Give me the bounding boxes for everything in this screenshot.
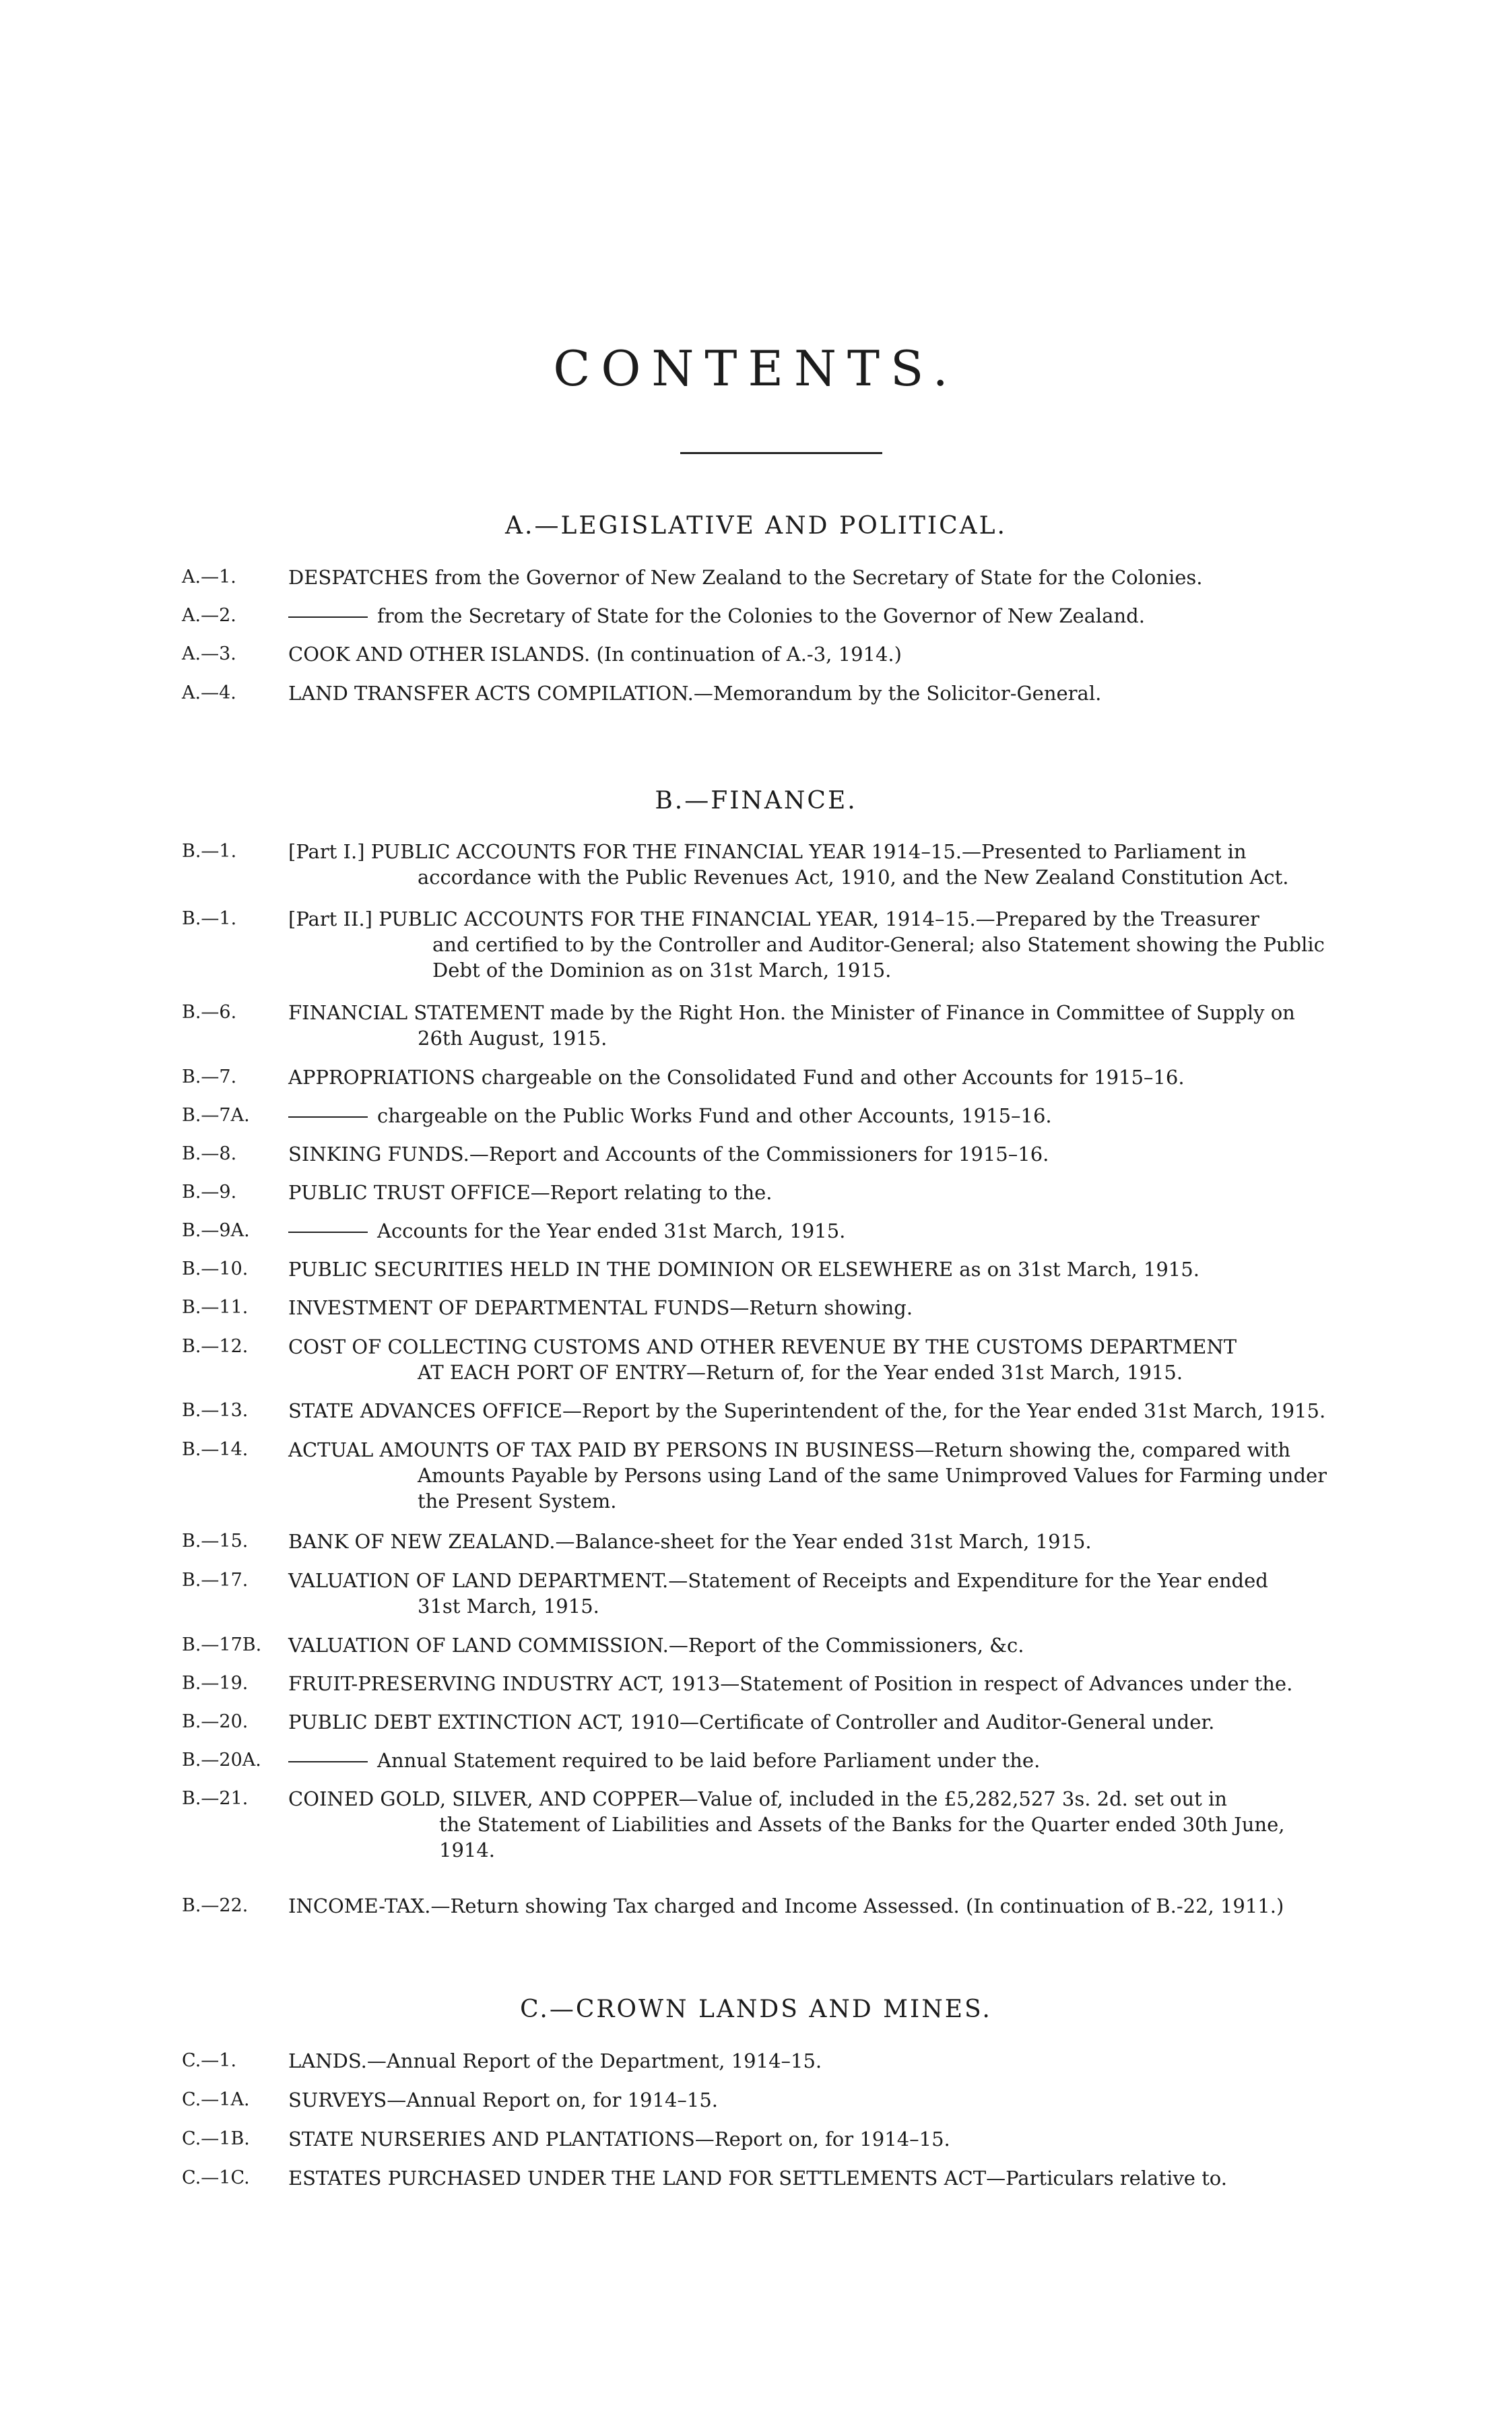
entry-text: chargeable on the Public Works Fund and other Accounts, 1915–16. <box>377 1104 1052 1127</box>
entry-text: BANK OF NEW ZEALAND.—Balance-sheet for the Year ended 31st March, 1915. <box>288 1530 1092 1553</box>
entry-code: B.—6. <box>182 1002 237 1023</box>
entry-b-14 <box>182 1437 1367 1514</box>
entry-b-6 <box>182 1000 1367 1051</box>
entry-b-8 <box>182 1141 1367 1167</box>
entry-c-1c <box>182 2165 1367 2191</box>
entry-text: from the Secretary of State for the Colonies to the Governor of New Zealand. <box>377 604 1145 627</box>
entry-text: Annual Statement required to be laid before Parliament under the. <box>377 1749 1041 1772</box>
entry-c-1b <box>182 2126 1367 2152</box>
entry-text-line: the Present System. <box>418 1490 617 1512</box>
entry-code: B.—8. <box>182 1143 237 1164</box>
entry-code: C.—1. <box>182 2050 237 2071</box>
entry-b-13 <box>182 1398 1367 1424</box>
entry-b-9 <box>182 1180 1367 1205</box>
entry-b-21 <box>182 1786 1367 1863</box>
entry-text: FRUIT-PRESERVING INDUSTRY ACT, 1913—Statement of Position in respect of Advances under the. <box>288 1672 1293 1695</box>
entry-text: VALUATION OF LAND COMMISSION.—Report of the Commissioners, &c. <box>288 1634 1024 1657</box>
entry-code: B.—17. <box>182 1570 249 1591</box>
entry-text: APPROPRIATIONS chargeable on the Consolidated Fund and other Accounts for 1915–16. <box>288 1066 1185 1089</box>
entry-code: B.—1. <box>182 841 237 862</box>
entry-code: B.—22. <box>182 1895 249 1916</box>
entry-text: PUBLIC DEBT EXTINCTION ACT, 1910—Certificate of Controller and Auditor-General under. <box>288 1711 1215 1733</box>
entry-text: PUBLIC SECURITIES HELD IN THE DOMINION OR ELSEWHERE as on 31st March, 1915. <box>288 1258 1199 1281</box>
entry-a-4 <box>182 680 1367 706</box>
entry-text-line: ACTUAL AMOUNTS OF TAX PAID BY PERSONS IN BUSINESS—Return showing the, compared with <box>288 1438 1291 1461</box>
section-heading-c: C.—CROWN LANDS AND MINES. <box>520 1996 992 2023</box>
entry-text-line: Debt of the Dominion as on 31st March, 1915. <box>432 959 892 982</box>
entry-code: B.—10. <box>182 1259 249 1279</box>
entry-text-line: [Part I.] PUBLIC ACCOUNTS FOR THE FINANCIAL YEAR 1914–15.—Presented to Parliament in <box>288 840 1247 863</box>
entry-text: PUBLIC TRUST OFFICE—Report relating to the. <box>288 1181 773 1204</box>
entry-text-line: accordance with the Public Revenues Act, 1910, and the New Zealand Constitution Act. <box>418 866 1289 889</box>
entry-text-line: FINANCIAL STATEMENT made by the Right Hon. the Minister of Finance in Committee of Supply on <box>288 1001 1295 1024</box>
entry-text: INVESTMENT OF DEPARTMENTAL FUNDS—Return showing. <box>288 1296 913 1319</box>
entry-code: B.—20. <box>182 1711 249 1732</box>
entry-b-11 <box>182 1295 1367 1320</box>
entry-b-10 <box>182 1256 1367 1282</box>
entry-code: A.—3. <box>182 643 236 664</box>
entry-a-3 <box>182 641 1367 667</box>
entry-code: A.—1. <box>182 567 236 587</box>
entry-code: B.—7A. <box>182 1105 250 1126</box>
entry-code: B.—14. <box>182 1439 249 1460</box>
entry-text: COOK AND OTHER ISLANDS. (In continuation of A.-3, 1914.) <box>288 643 902 666</box>
section-heading-a: A.—LEGISLATIVE AND POLITICAL. <box>505 512 1007 540</box>
entry-b-22 <box>182 1893 1367 1919</box>
entry-b-7 <box>182 1064 1367 1090</box>
entry-b-19 <box>182 1671 1367 1696</box>
entry-code: B.—17B. <box>182 1634 262 1655</box>
entry-b-20a <box>182 1748 1367 1773</box>
entry-code: C.—1C. <box>182 2167 250 2188</box>
entry-code: B.—9A. <box>182 1220 250 1241</box>
entry-text-line: 1914. <box>439 1839 496 1861</box>
entry-code: C.—1B. <box>182 2128 250 2149</box>
ditto-dash <box>288 1232 368 1233</box>
entry-text: LANDS.—Annual Report of the Department, 1914–15. <box>288 2049 822 2072</box>
entry-code: A.—2. <box>182 605 236 626</box>
ditto-dash <box>288 1761 368 1762</box>
entry-code: B.—20A. <box>182 1750 261 1771</box>
entry-b-1-part-1 <box>182 839 1367 890</box>
entry-c-1a <box>182 2087 1367 2113</box>
entry-text-line: Amounts Payable by Persons using Land of the same Unimproved Values for Farming under <box>418 1464 1327 1487</box>
entry-code: B.—9. <box>182 1182 237 1203</box>
entry-b-17b <box>182 1632 1367 1658</box>
entry-text-line: [Part II.] PUBLIC ACCOUNTS FOR THE FINANCIAL YEAR, 1914–15.—Prepared by the Treasurer <box>288 908 1259 930</box>
section-heading-b: B.—FINANCE. <box>655 787 857 815</box>
entry-b-7a <box>182 1103 1367 1128</box>
entry-b-20 <box>182 1709 1367 1735</box>
entry-b-1-part-2 <box>182 906 1367 983</box>
entry-b-17 <box>182 1568 1367 1619</box>
ditto-dash <box>288 1116 368 1118</box>
entry-text: SURVEYS—Annual Report on, for 1914–15. <box>288 2089 719 2111</box>
entry-b-9a <box>182 1218 1367 1244</box>
entry-code: C.—1A. <box>182 2089 250 2110</box>
entry-code: A.—4. <box>182 682 236 703</box>
entry-text: LAND TRANSFER ACTS COMPILATION.—Memorandum by the Solicitor-General. <box>288 682 1102 705</box>
entry-text-line: VALUATION OF LAND DEPARTMENT.—Statement of Receipts and Expenditure for the Year ended <box>288 1569 1268 1592</box>
entry-code: B.—7. <box>182 1066 237 1087</box>
entry-text-line: and certified to by the Controller and Auditor-General; also Statement showing the Public <box>432 933 1325 956</box>
entry-text-line: AT EACH PORT OF ENTRY—Return of, for the Year ended 31st March, 1915. <box>418 1361 1183 1384</box>
entry-text: STATE NURSERIES AND PLANTATIONS—Report on, for 1914–15. <box>288 2128 950 2151</box>
entry-text-line: COST OF COLLECTING CUSTOMS AND OTHER REVENUE BY THE CUSTOMS DEPARTMENT <box>288 1335 1237 1358</box>
entry-code: B.—19. <box>182 1673 249 1694</box>
entry-text-line: the Statement of Liabilities and Assets of the Banks for the Quarter ended 30th June, <box>439 1813 1285 1836</box>
entry-text: INCOME-TAX.—Return showing Tax charged and Income Assessed. (In continuation of B.-22, 1911.) <box>288 1894 1284 1917</box>
page-title: CONTENTS. <box>553 340 959 397</box>
entry-text: SINKING FUNDS.—Report and Accounts of the Commissioners for 1915–16. <box>288 1143 1049 1166</box>
title-rule <box>680 452 882 454</box>
entry-b-12 <box>182 1334 1367 1385</box>
entry-code: B.—11. <box>182 1297 249 1318</box>
entry-code: B.—15. <box>182 1531 249 1552</box>
entry-code: B.—13. <box>182 1400 249 1421</box>
entry-text: ESTATES PURCHASED UNDER THE LAND FOR SETTLEMENTS ACT—Particulars relative to. <box>288 2167 1227 2190</box>
entry-text-line: 26th August, 1915. <box>418 1027 607 1050</box>
entry-text: DESPATCHES from the Governor of New Zealand to the Secretary of State for the Colonies. <box>288 566 1203 589</box>
entry-code: B.—21. <box>182 1788 249 1809</box>
entry-c-1 <box>182 2048 1367 2074</box>
entry-text: STATE ADVANCES OFFICE—Report by the Superintendent of the, for the Year ended 31st March, 1915. <box>288 1399 1326 1422</box>
entry-text-line: COINED GOLD, SILVER, AND COPPER—Value of, included in the £5,282,527 3s. 2d. set out in <box>288 1787 1227 1810</box>
entry-b-15 <box>182 1529 1367 1554</box>
entry-text-line: 31st March, 1915. <box>418 1595 599 1618</box>
entry-a-1 <box>182 565 1367 590</box>
ditto-dash <box>288 616 368 618</box>
entry-code: B.—1. <box>182 908 237 929</box>
entry-a-2 <box>182 603 1367 629</box>
entry-text: Accounts for the Year ended 31st March, 1915. <box>377 1219 846 1242</box>
entry-code: B.—12. <box>182 1336 249 1357</box>
